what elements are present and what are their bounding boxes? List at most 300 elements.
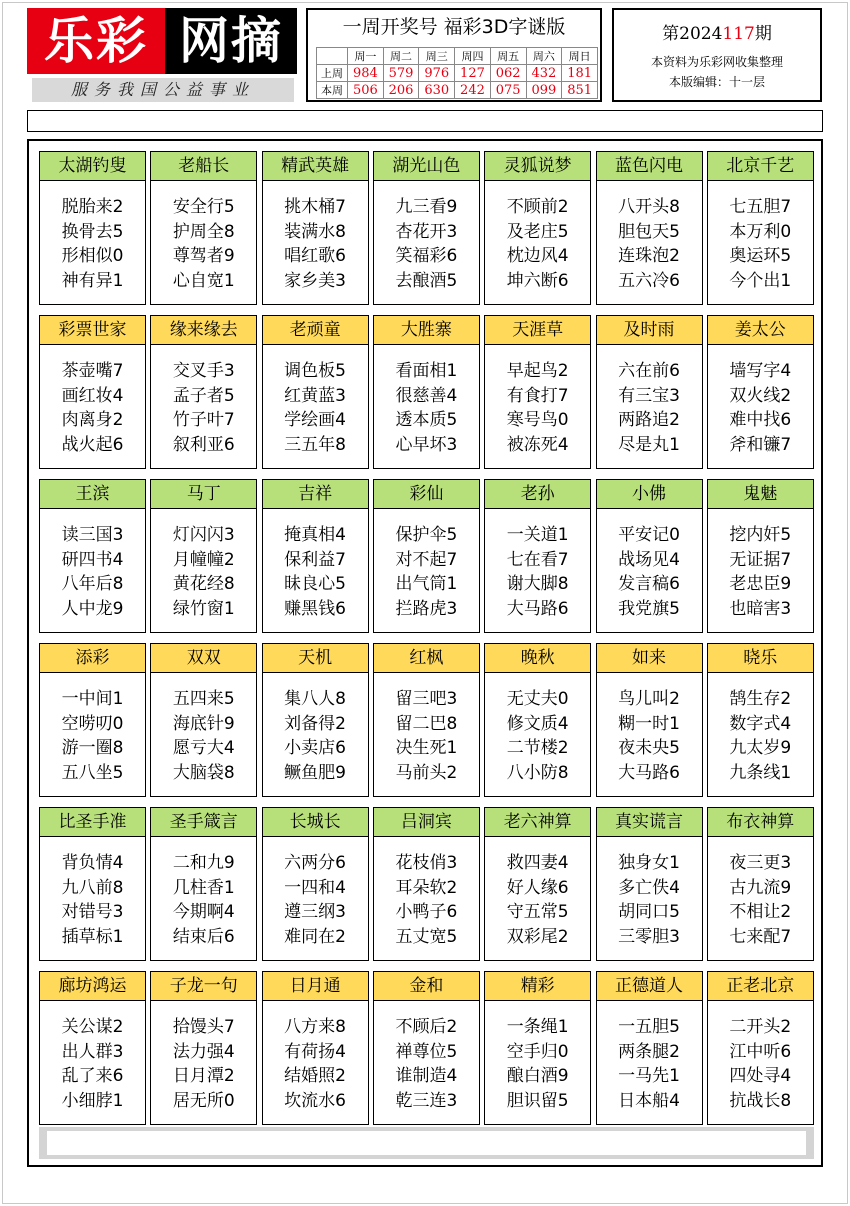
riddle-line: 红黄蓝3	[284, 385, 346, 406]
day-header: 周一	[348, 48, 384, 65]
draw-number: 181	[562, 65, 598, 82]
riddle-line: 赚黑钱6	[284, 598, 346, 619]
riddle-lines	[708, 673, 813, 785]
riddle-line: 游一圈8	[61, 738, 124, 758]
riddle-line: 刘备得2	[284, 713, 346, 734]
riddle-card	[596, 643, 703, 797]
riddle-lines	[708, 1001, 813, 1113]
riddle-line: 老忠臣9	[729, 574, 792, 594]
riddle-line: 画红妆4	[61, 385, 124, 406]
results-row-last-week	[317, 65, 598, 82]
riddle-line: 早起鸟2	[506, 361, 569, 381]
riddle-line: 双彩尾2	[506, 926, 569, 947]
day-header: 周四	[455, 48, 491, 65]
riddle-line: 二节楼2	[506, 738, 569, 758]
riddle-line: 脱胎来2	[61, 197, 124, 217]
riddle-card	[596, 479, 703, 633]
riddle-author: 圣手箴言	[151, 808, 256, 837]
bottom-bar-inner	[47, 1131, 806, 1155]
riddle-author: 晓乐	[708, 644, 813, 673]
riddle-author: 灵狐说梦	[485, 152, 590, 181]
riddle-card	[484, 643, 591, 797]
riddle-card	[373, 315, 480, 469]
draw-number: 579	[383, 65, 419, 82]
riddle-line: 糊一时1	[618, 713, 680, 734]
riddle-author: 双双	[151, 644, 256, 673]
riddle-card	[596, 315, 703, 469]
riddle-author: 鬼魅	[708, 480, 813, 509]
riddle-line: 空手归0	[506, 1041, 569, 1062]
riddle-author: 精武英雄	[263, 152, 368, 181]
riddle-lines	[40, 1001, 145, 1113]
riddle-line: 谁制造4	[395, 1066, 458, 1086]
riddle-line: 有食打7	[506, 385, 569, 406]
riddle-card	[373, 971, 480, 1125]
riddle-line: 三五年8	[284, 434, 346, 455]
riddle-line: 出气筒1	[395, 574, 458, 594]
riddle-line: 有三宝3	[618, 385, 680, 406]
issue-info-box	[612, 8, 822, 102]
riddle-author: 蓝色闪电	[597, 152, 702, 181]
riddle-line: 一马先1	[618, 1066, 680, 1086]
riddle-line: 留二巴8	[395, 713, 458, 734]
riddle-line: 研四书4	[61, 549, 124, 570]
riddle-card	[707, 971, 814, 1125]
riddle-line: 三零胆3	[618, 926, 680, 947]
day-header: 周五	[490, 48, 526, 65]
grid-row	[39, 479, 814, 633]
riddle-lines	[597, 509, 702, 621]
riddle-card	[39, 315, 146, 469]
riddle-card	[262, 315, 369, 469]
riddle-author: 正德道人	[597, 972, 702, 1001]
riddle-line: 笑福彩6	[395, 246, 458, 266]
riddle-card	[373, 807, 480, 961]
riddle-author: 如来	[597, 644, 702, 673]
riddle-line: 读三国3	[61, 525, 124, 545]
riddle-line: 连珠泡2	[618, 246, 680, 266]
bottom-bar	[39, 1127, 814, 1159]
riddle-line: 保护伞5	[395, 525, 458, 545]
riddle-card	[39, 479, 146, 633]
riddle-line: 二开头2	[729, 1017, 792, 1037]
riddle-line: 寒号鸟0	[506, 410, 569, 430]
riddle-line: 胆识留5	[506, 1090, 569, 1111]
riddle-lines	[40, 509, 145, 621]
riddle-lines	[263, 181, 368, 293]
draw-number: 432	[526, 65, 562, 82]
riddle-line: 很慈善4	[395, 385, 458, 406]
riddle-line: 挖内奸5	[729, 525, 792, 545]
riddle-card	[262, 151, 369, 305]
riddle-line: 马前头2	[395, 762, 458, 783]
riddle-line: 两条腿2	[618, 1041, 680, 1062]
riddle-line: 掩真相4	[284, 525, 346, 545]
riddle-line: 看面相1	[395, 361, 458, 381]
riddle-author: 彩票世家	[40, 316, 145, 345]
riddle-line: 去酿酒5	[395, 270, 458, 291]
riddle-lines	[374, 1001, 479, 1113]
riddle-line: 双火线2	[729, 385, 792, 406]
riddle-line: 鸟儿叫2	[618, 689, 680, 709]
riddle-author: 晚秋	[485, 644, 590, 673]
riddle-line: 一四和4	[284, 877, 346, 898]
riddle-author: 吕洞宾	[374, 808, 479, 837]
riddle-line: 结束后6	[172, 926, 235, 947]
riddle-author: 马丁	[151, 480, 256, 509]
riddle-card	[39, 151, 146, 305]
riddle-card	[39, 971, 146, 1125]
riddle-line: 一中间1	[61, 689, 124, 709]
issue-number: 117	[722, 24, 755, 44]
riddle-line: 八开头8	[618, 197, 680, 217]
riddle-author: 吉祥	[263, 480, 368, 509]
riddle-line: 小细脖1	[61, 1090, 124, 1111]
riddle-lines	[485, 509, 590, 621]
riddle-author: 精彩	[485, 972, 590, 1001]
results-box	[306, 8, 602, 102]
riddle-line: 二和九9	[172, 853, 235, 873]
issue-suffix: 期	[754, 24, 772, 44]
riddle-line: 六在前6	[618, 361, 680, 381]
riddle-card	[484, 807, 591, 961]
riddle-lines	[374, 509, 479, 621]
riddle-author: 真实谎言	[597, 808, 702, 837]
riddle-author: 北京千艺	[708, 152, 813, 181]
riddle-author: 子龙一句	[151, 972, 256, 1001]
riddle-line: 居无所0	[172, 1090, 235, 1111]
riddle-line: 数字式4	[729, 713, 792, 734]
riddle-lines	[40, 837, 145, 949]
riddle-line: 空唠叨0	[61, 713, 124, 734]
riddle-line: 谢大脚8	[506, 574, 569, 594]
riddle-author: 添彩	[40, 644, 145, 673]
riddle-line: 战场见4	[618, 549, 680, 570]
riddle-line: 九条线1	[729, 762, 792, 783]
riddle-line: 关公谋2	[61, 1017, 124, 1037]
draw-number: 206	[383, 82, 419, 99]
riddle-line: 胡同口5	[618, 902, 680, 922]
draw-number: 075	[490, 82, 526, 99]
riddle-card	[707, 315, 814, 469]
riddle-lines	[708, 837, 813, 949]
riddle-card	[373, 479, 480, 633]
riddle-line: 鹄生存2	[729, 689, 792, 709]
riddle-line: 古九流9	[729, 877, 792, 898]
riddle-line: 守五常5	[506, 902, 569, 922]
issue-prefix: 第2024	[662, 24, 723, 44]
draw-number: 242	[455, 82, 491, 99]
riddle-card	[707, 807, 814, 961]
riddle-line: 战火起6	[61, 434, 124, 455]
riddle-lines	[597, 837, 702, 949]
riddle-line: 坤六断6	[506, 270, 569, 291]
riddle-line: 出人群3	[61, 1041, 124, 1062]
riddle-line: 我党旗5	[618, 598, 680, 619]
riddle-line: 挑木桶7	[284, 197, 346, 217]
riddle-card	[484, 315, 591, 469]
riddle-line: 几柱香1	[172, 877, 235, 898]
riddle-lines	[597, 1001, 702, 1113]
riddle-line: 护周全8	[172, 221, 235, 242]
riddle-line: 七来配7	[729, 926, 792, 947]
riddle-author: 老孙	[485, 480, 590, 509]
riddle-card	[150, 315, 257, 469]
riddle-line: 及老庄5	[506, 221, 569, 242]
riddle-line: 耳朵软2	[395, 877, 458, 898]
riddle-line: 平安记0	[618, 525, 680, 545]
riddle-card	[596, 807, 703, 961]
riddle-line: 决生死1	[395, 738, 458, 758]
riddle-line: 花枝俏3	[395, 853, 458, 873]
riddle-line: 枕边风4	[506, 246, 569, 266]
riddle-line: 今个出1	[729, 270, 792, 291]
riddle-card	[150, 807, 257, 961]
riddle-line: 墙写字4	[729, 361, 792, 381]
riddle-line: 鳜鱼肥9	[284, 762, 346, 783]
draw-number: 630	[419, 82, 455, 99]
riddle-line: 神有异1	[61, 270, 124, 291]
riddle-lines	[151, 837, 256, 949]
riddle-line: 灯闪闪3	[172, 525, 235, 545]
riddle-author: 湖光山色	[374, 152, 479, 181]
riddle-line: 五丈宽5	[395, 926, 458, 947]
riddle-lines	[151, 345, 256, 457]
draw-number: 984	[348, 65, 384, 82]
riddle-line: 形相似0	[61, 246, 124, 266]
riddle-author: 天涯草	[485, 316, 590, 345]
draw-number: 127	[455, 65, 491, 82]
riddle-lines	[151, 509, 256, 621]
riddle-line: 五八坐5	[61, 762, 124, 783]
riddle-card	[707, 479, 814, 633]
logo	[27, 8, 297, 74]
riddle-card	[596, 151, 703, 305]
riddle-line: 茶壶嘴7	[61, 361, 124, 381]
riddle-line: 九太岁9	[729, 738, 792, 758]
draw-number: 976	[419, 65, 455, 82]
riddle-line: 透本质5	[395, 410, 458, 430]
riddle-line: 孟子者5	[172, 385, 235, 406]
riddle-line: 安全行5	[172, 197, 235, 217]
riddle-line: 一条绳1	[506, 1017, 569, 1037]
riddle-line: 对错号3	[61, 902, 124, 922]
riddle-card	[150, 971, 257, 1125]
riddle-author: 太湖钓叟	[40, 152, 145, 181]
riddle-line: 有荷扬4	[284, 1041, 346, 1062]
riddle-line: 拦路虎3	[395, 598, 458, 619]
riddle-line: 无证据7	[729, 549, 792, 570]
riddle-line: 日本船4	[618, 1090, 680, 1111]
riddle-line: 遵三纲3	[284, 902, 346, 922]
notice-bar	[27, 110, 823, 132]
riddle-line: 昧良心5	[284, 574, 346, 594]
riddle-line: 也暗害3	[729, 598, 792, 619]
grid-row	[39, 643, 814, 797]
riddle-card	[484, 151, 591, 305]
riddle-line: 大脑袋8	[172, 762, 235, 783]
riddle-card	[373, 643, 480, 797]
riddle-line: 禅尊位5	[395, 1041, 458, 1062]
riddle-line: 竹子叶7	[172, 410, 235, 430]
day-header: 周日	[562, 48, 598, 65]
slogan: 服务我国公益事业	[32, 78, 294, 102]
riddle-line: 斧和镰7	[729, 434, 792, 455]
riddle-lines	[485, 345, 590, 457]
riddle-card	[596, 971, 703, 1125]
editor-note: 本版编辑：十一层	[668, 75, 765, 89]
riddle-line: 难同在2	[284, 926, 346, 947]
riddle-card	[39, 807, 146, 961]
riddle-line: 抗战长8	[729, 1090, 792, 1111]
results-table	[316, 47, 598, 99]
riddle-line: 留三吧3	[395, 689, 458, 709]
riddle-line: 酿白酒9	[506, 1066, 569, 1086]
riddle-lines	[597, 345, 702, 457]
riddle-line: 交叉手3	[172, 361, 235, 381]
riddle-line: 结婚照2	[284, 1066, 346, 1086]
riddle-lines	[485, 181, 590, 293]
riddle-line: 杏花开3	[395, 221, 458, 242]
riddle-line: 不相让2	[729, 902, 792, 922]
draw-number: 506	[348, 82, 384, 99]
riddle-author: 缘来缘去	[151, 316, 256, 345]
results-title: 一周开奖号 福彩3D字谜版	[342, 16, 566, 38]
riddle-lines	[374, 673, 479, 785]
riddle-line: 插草标1	[61, 926, 124, 947]
riddle-grid	[27, 139, 823, 1167]
riddle-line: 唱红歌6	[284, 246, 346, 266]
grid-row	[39, 315, 814, 469]
riddle-author: 小佛	[597, 480, 702, 509]
riddle-lines	[485, 1001, 590, 1113]
source-note: 本资料为乐彩网收集整理	[650, 55, 783, 69]
riddle-line: 尊驾者9	[172, 246, 235, 266]
day-header: 周六	[526, 48, 562, 65]
riddle-line: 无丈夫0	[506, 689, 569, 709]
riddle-line: 换骨去5	[61, 221, 124, 242]
draw-number: 062	[490, 65, 526, 82]
riddle-lines	[485, 673, 590, 785]
riddle-line: 六两分6	[284, 853, 346, 873]
riddle-lines	[708, 509, 813, 621]
riddle-lines	[40, 673, 145, 785]
riddle-author: 及时雨	[597, 316, 702, 345]
riddle-line: 乾三连3	[395, 1090, 458, 1111]
riddle-lines	[263, 1001, 368, 1113]
riddle-line: 黄花经8	[172, 574, 235, 594]
riddle-lines	[597, 673, 702, 785]
riddle-author: 布衣神算	[708, 808, 813, 837]
riddle-card	[262, 479, 369, 633]
riddle-line: 八小防8	[506, 762, 569, 783]
riddle-line: 本万利0	[729, 221, 792, 242]
riddle-line: 学绘画4	[284, 410, 346, 430]
riddle-card	[373, 151, 480, 305]
riddle-line: 夜三更3	[729, 853, 792, 873]
riddle-lines	[151, 181, 256, 293]
riddle-author: 红枫	[374, 644, 479, 673]
riddle-line: 七在看7	[506, 549, 569, 570]
riddle-lines	[263, 673, 368, 785]
riddle-lines	[263, 345, 368, 457]
riddle-card	[262, 643, 369, 797]
riddle-card	[707, 643, 814, 797]
riddle-card	[484, 971, 591, 1125]
riddle-author: 正老北京	[708, 972, 813, 1001]
riddle-line: 九八前8	[61, 877, 124, 898]
draw-number: 851	[562, 82, 598, 99]
riddle-author: 王滨	[40, 480, 145, 509]
results-day-row	[317, 48, 598, 65]
riddle-lines	[40, 181, 145, 293]
riddle-lines	[708, 181, 813, 293]
riddle-card	[150, 151, 257, 305]
day-header: 周二	[383, 48, 419, 65]
riddle-line: 装满水8	[284, 221, 346, 242]
riddle-line: 大马路6	[506, 598, 569, 619]
riddle-lines	[374, 181, 479, 293]
riddle-line: 乱了来6	[61, 1066, 124, 1086]
riddle-line: 对不起7	[395, 549, 458, 570]
riddle-line: 难中找6	[729, 410, 792, 430]
riddle-author: 老六神算	[485, 808, 590, 837]
riddle-line: 四处寻4	[729, 1066, 792, 1086]
riddle-line: 多亡佚4	[618, 877, 680, 898]
riddle-line: 集八人8	[284, 689, 346, 709]
riddle-author: 老顽童	[263, 316, 368, 345]
results-row-this-week	[317, 82, 598, 99]
riddle-card	[707, 151, 814, 305]
riddle-author: 比圣手准	[40, 808, 145, 837]
riddle-author: 廊坊鸿运	[40, 972, 145, 1001]
riddle-line: 七五胆7	[729, 197, 792, 217]
riddle-author: 老船长	[151, 152, 256, 181]
riddle-line: 夜未央5	[618, 738, 680, 758]
riddle-line: 日月潭2	[172, 1066, 235, 1086]
riddle-line: 海底针9	[172, 713, 235, 734]
riddle-card	[262, 807, 369, 961]
riddle-line: 肉离身2	[61, 410, 124, 430]
day-header: 周三	[419, 48, 455, 65]
riddle-line: 叙利亚6	[172, 434, 235, 455]
riddle-line: 保利益7	[284, 549, 346, 570]
riddle-line: 奥运环5	[729, 246, 792, 266]
logo-text-red: 乐彩	[27, 8, 165, 74]
riddle-lines	[151, 673, 256, 785]
riddle-line: 两路追2	[618, 410, 680, 430]
riddle-author: 长城长	[263, 808, 368, 837]
riddle-line: 拾馒头7	[172, 1017, 235, 1037]
riddle-author: 大胜寨	[374, 316, 479, 345]
riddle-lines	[708, 345, 813, 457]
logo-text-black: 网摘	[179, 11, 283, 70]
riddle-line: 小卖店6	[284, 738, 346, 758]
riddle-lines	[151, 1001, 256, 1113]
riddle-line: 尽是丸1	[618, 434, 680, 455]
riddle-line: 心自宽1	[172, 270, 235, 291]
riddle-card	[39, 643, 146, 797]
riddle-line: 被冻死4	[506, 434, 569, 455]
riddle-line: 小鸭子6	[395, 902, 458, 922]
riddle-line: 法力强4	[172, 1041, 235, 1062]
riddle-card	[262, 971, 369, 1125]
riddle-line: 发言稿6	[618, 574, 680, 594]
riddle-line: 不顾前2	[506, 197, 569, 217]
riddle-lines	[485, 837, 590, 949]
riddle-line: 坎流水6	[284, 1090, 346, 1111]
grid-row	[39, 151, 814, 305]
